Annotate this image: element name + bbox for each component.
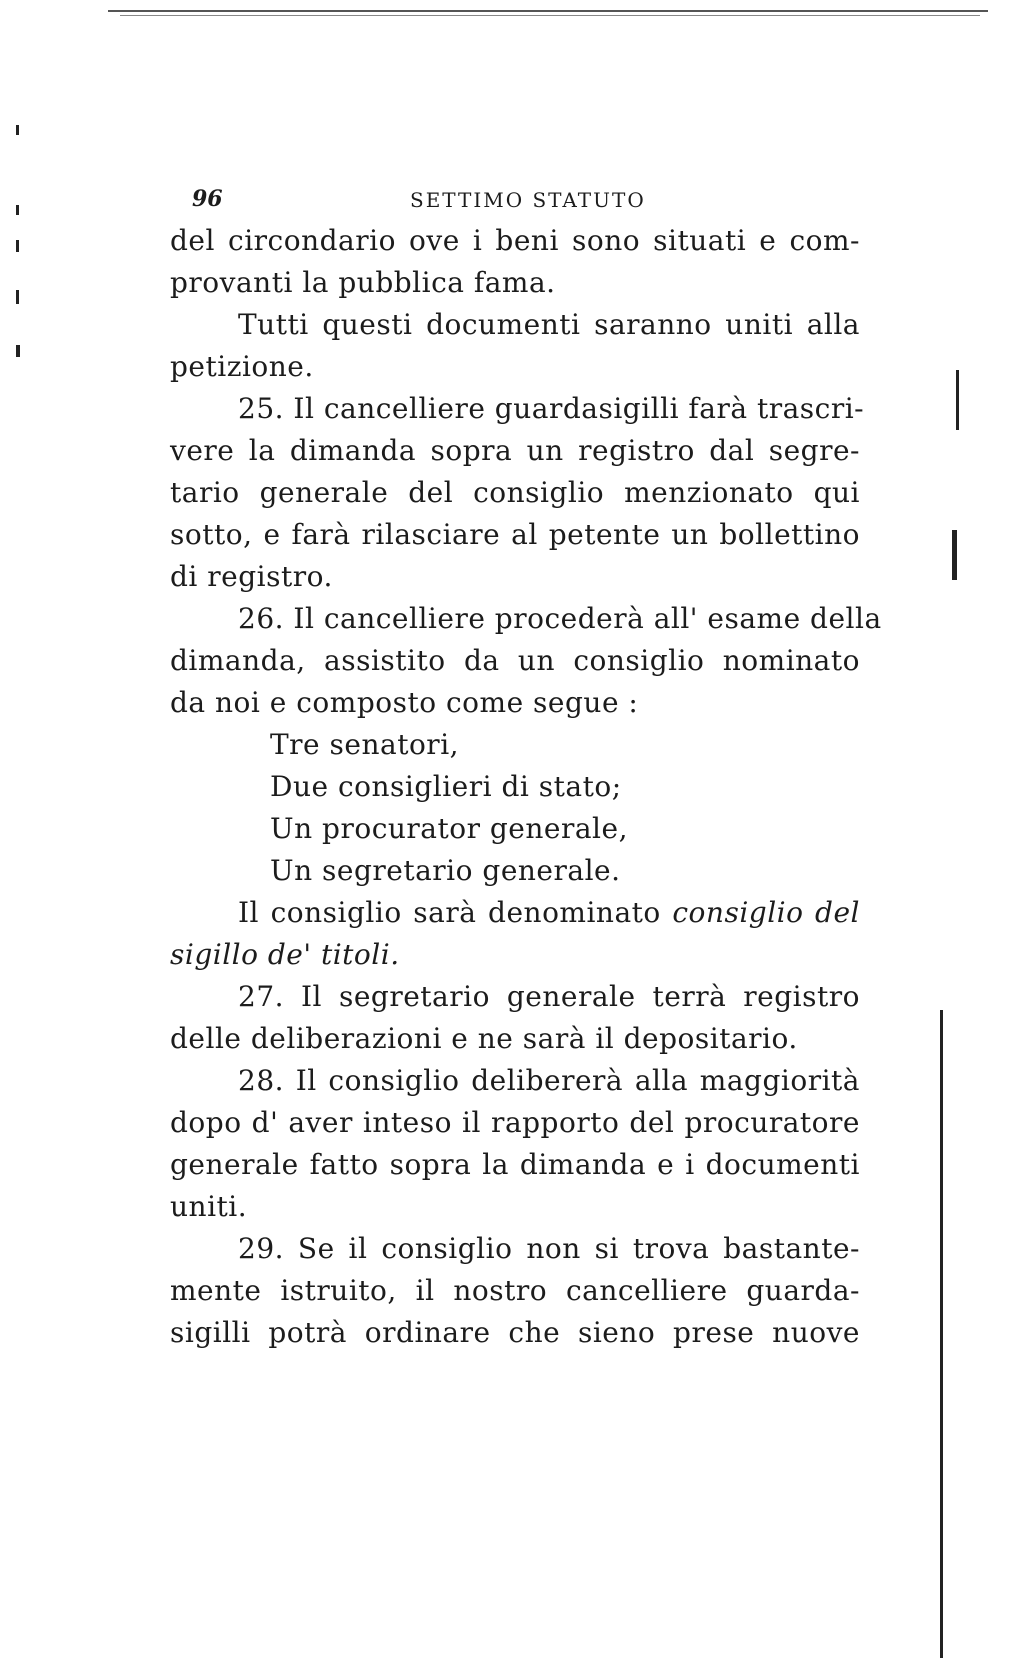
top-rule-thin — [120, 15, 980, 16]
text-line: sigilli potrà ordinare che sieno prese nuove — [170, 1316, 860, 1349]
text-line: generale fatto sopra la dimanda e i documenti — [170, 1148, 860, 1181]
text-line: da noi e composto come segue : — [170, 686, 639, 719]
body-text — [170, 220, 882, 1354]
margin-mark — [952, 530, 957, 580]
margin-mark — [16, 205, 19, 215]
list-item: Un segretario generale. — [270, 854, 621, 887]
page-number: 96 — [192, 186, 223, 212]
text-line: mente istruito, il nostro cancelliere guarda- — [170, 1274, 860, 1307]
text-line: dopo d' aver inteso il rapporto del procuratore — [170, 1106, 860, 1139]
margin-mark — [956, 370, 959, 430]
margin-mark — [16, 240, 19, 252]
article-27-start: 27. Il segretario generale terrà registro — [238, 980, 860, 1013]
text-line: di registro. — [170, 560, 333, 593]
article-25-start: 25. Il cancelliere guardasigilli farà trascri- — [238, 392, 865, 425]
list-item: Due consiglieri di stato; — [270, 770, 622, 803]
text-line-italic: sigillo de' titoli. — [170, 938, 400, 971]
margin-mark — [16, 125, 19, 135]
list-item: Tre senatori, — [270, 728, 460, 761]
margin-mark — [16, 345, 20, 357]
text-line: sotto, e farà rilasciare al petente un bollettino — [170, 518, 860, 551]
page — [170, 180, 882, 1354]
italic-fragment: consiglio del — [672, 896, 861, 929]
text-fragment: Il consiglio sarà denominato — [238, 896, 673, 929]
list-item: Un procurator generale, — [270, 812, 628, 845]
text-line: provanti la pubblica fama. — [170, 266, 556, 299]
running-title: SETTIMO STATUTO — [410, 188, 646, 212]
article-28-start: 28. Il consiglio delibererà alla maggiorità — [238, 1064, 860, 1097]
article-26-start: 26. Il cancelliere procederà all' esame della — [238, 602, 882, 635]
text-line — [170, 892, 860, 934]
top-rule — [108, 10, 988, 12]
text-line: Tutti questi documenti saranno uniti alla — [238, 308, 860, 341]
page-header — [170, 180, 860, 220]
text-line: dimanda, assistito da un consiglio nominato — [170, 644, 860, 677]
text-line: vere la dimanda sopra un registro dal segre- — [170, 434, 860, 467]
article-29-start: 29. Se il consiglio non si trova bastante- — [238, 1232, 860, 1265]
margin-mark — [940, 1010, 943, 1658]
text-line: del circondario ove i beni sono situati e com- — [170, 224, 860, 257]
text-line: petizione. — [170, 350, 314, 383]
text-line: uniti. — [170, 1190, 248, 1223]
text-line: delle deliberazioni e ne sarà il depositario. — [170, 1022, 798, 1055]
text-line: tario generale del consiglio menzionato qui — [170, 476, 860, 509]
margin-mark — [16, 290, 19, 304]
